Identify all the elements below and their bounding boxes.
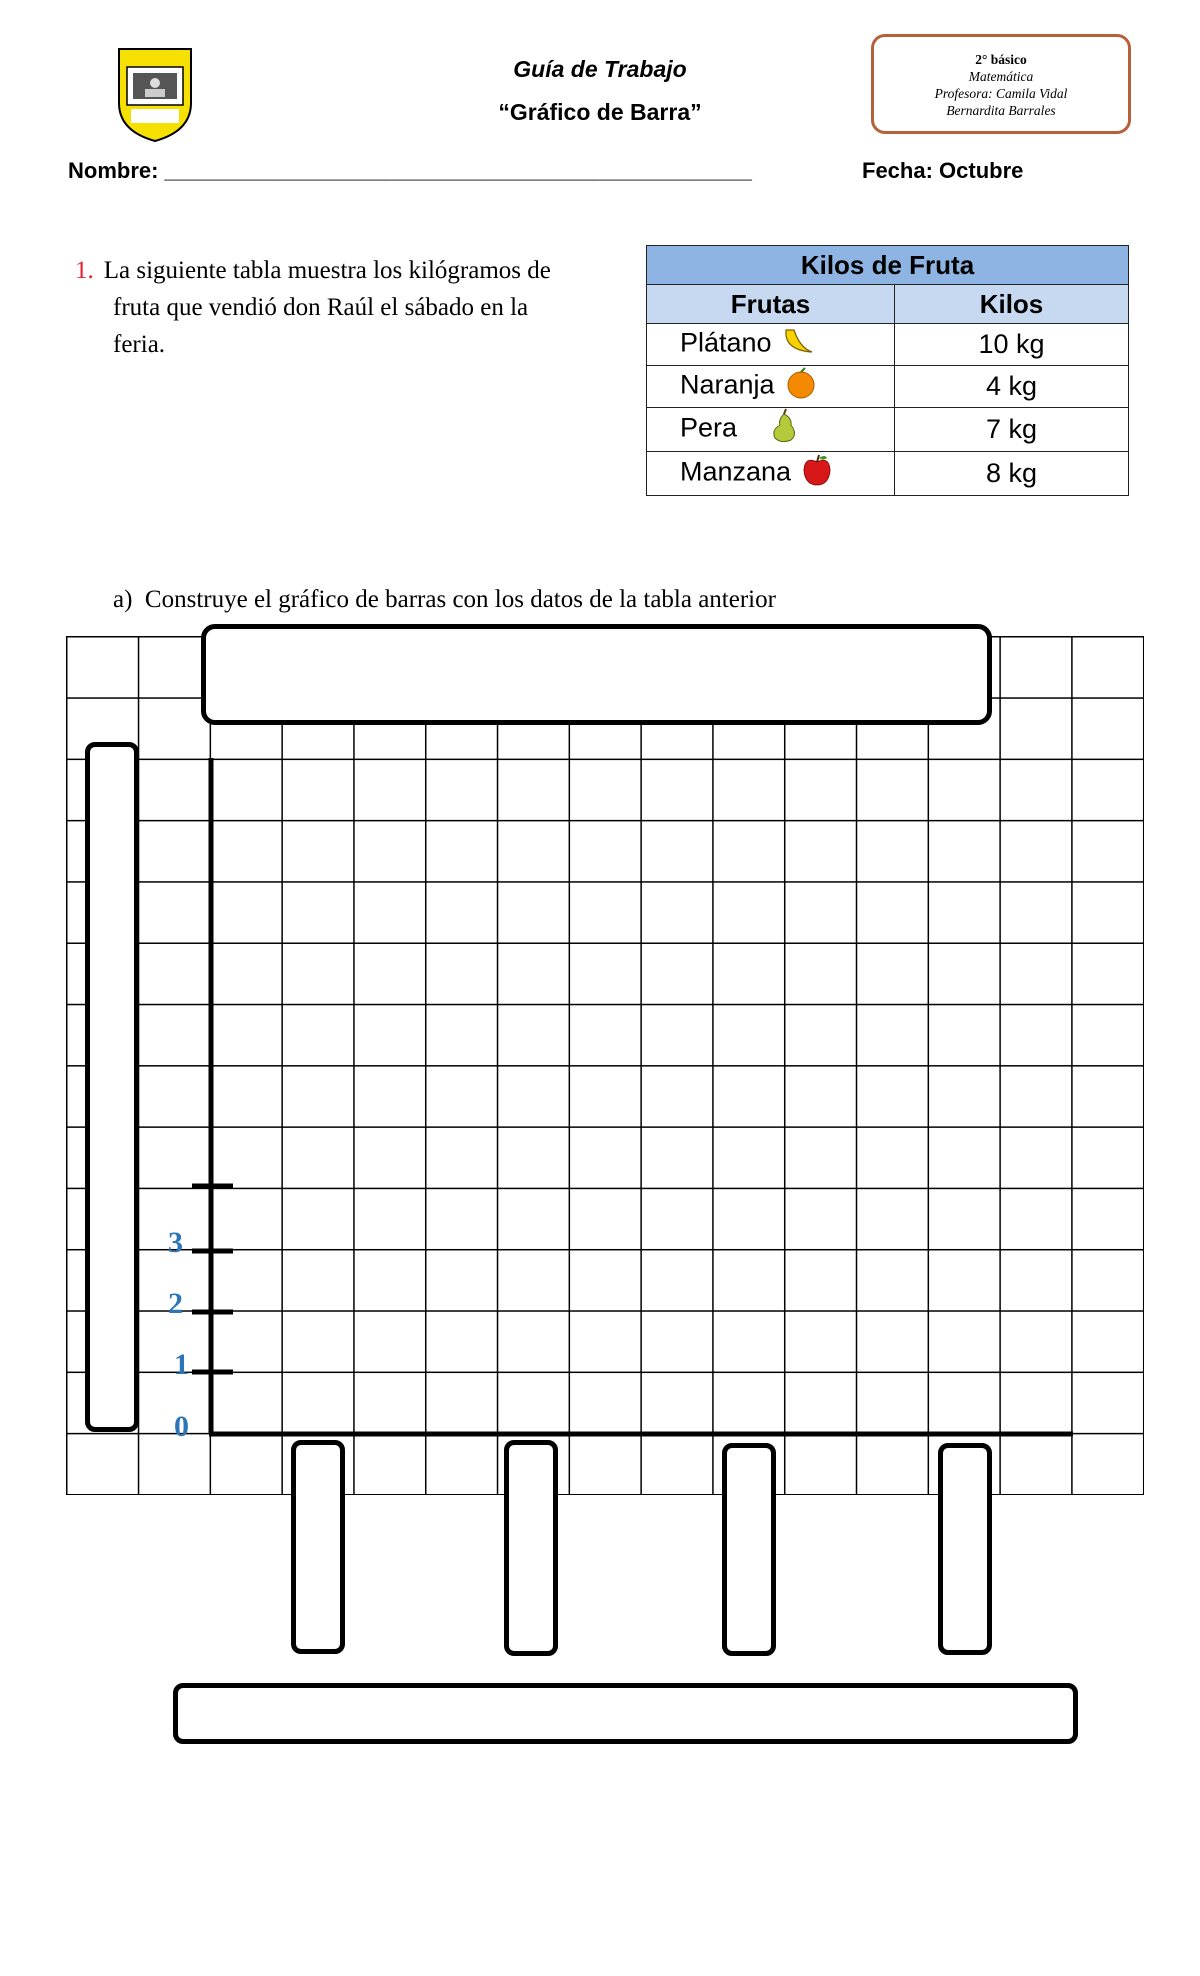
fruit-kilos: 8 kg [895,452,1129,496]
fruit-kilos: 7 kg [895,408,1129,452]
category-box[interactable] [938,1443,992,1655]
y-tick-label-0: 0 [174,1410,189,1443]
x-axis-title-box[interactable] [173,1683,1078,1744]
question-number: 1. [75,257,94,284]
info-grade: 2° básico [975,52,1027,67]
fruit-name: Naranja [680,369,775,400]
info-subject: Matemática [968,69,1034,84]
fruit-name: Plátano [680,327,772,358]
fruit-kilos: 4 kg [895,366,1129,408]
y-tick-label-3: 3 [168,1226,183,1259]
fruit-name: Pera [680,412,738,443]
table-header-fruits: Frutas [647,285,895,324]
y-tick-label-1: 1 [174,1348,189,1381]
question-line3: feria. [113,331,166,358]
y-tick-label-2: 2 [168,1287,183,1320]
question-line1: La siguiente tabla muestra los kilógramos de [103,257,551,284]
info-teacher2: Bernardita Barrales [946,103,1056,118]
table-header-kilos: Kilos [895,285,1129,324]
category-box[interactable] [722,1443,776,1656]
fruit-name: Manzana [680,456,792,487]
subquestion-label: a) [113,586,133,613]
page-title: Guía de Trabajo [513,56,687,82]
question-line2: fruta que vendió don Raúl el sábado en la [113,294,529,321]
info-teacher: Profesora: Camila Vidal [934,86,1068,101]
subquestion-text: Construye el gráfico de barras con los datos de la tabla anterior [144,586,776,613]
nombre-field[interactable]: Nombre: ________________________________________________ [68,158,752,183]
page-subtitle: “Gráfico de Barra” [498,99,702,125]
y-axis-title-box[interactable] [85,742,139,1432]
category-box[interactable] [291,1440,345,1654]
table-caption: Kilos de Fruta [647,246,1129,285]
fruit-kilos: 10 kg [895,324,1129,366]
chart-title-box[interactable] [201,624,992,725]
category-box[interactable] [504,1440,558,1656]
fecha-label: Fecha: Octubre [862,158,1024,183]
